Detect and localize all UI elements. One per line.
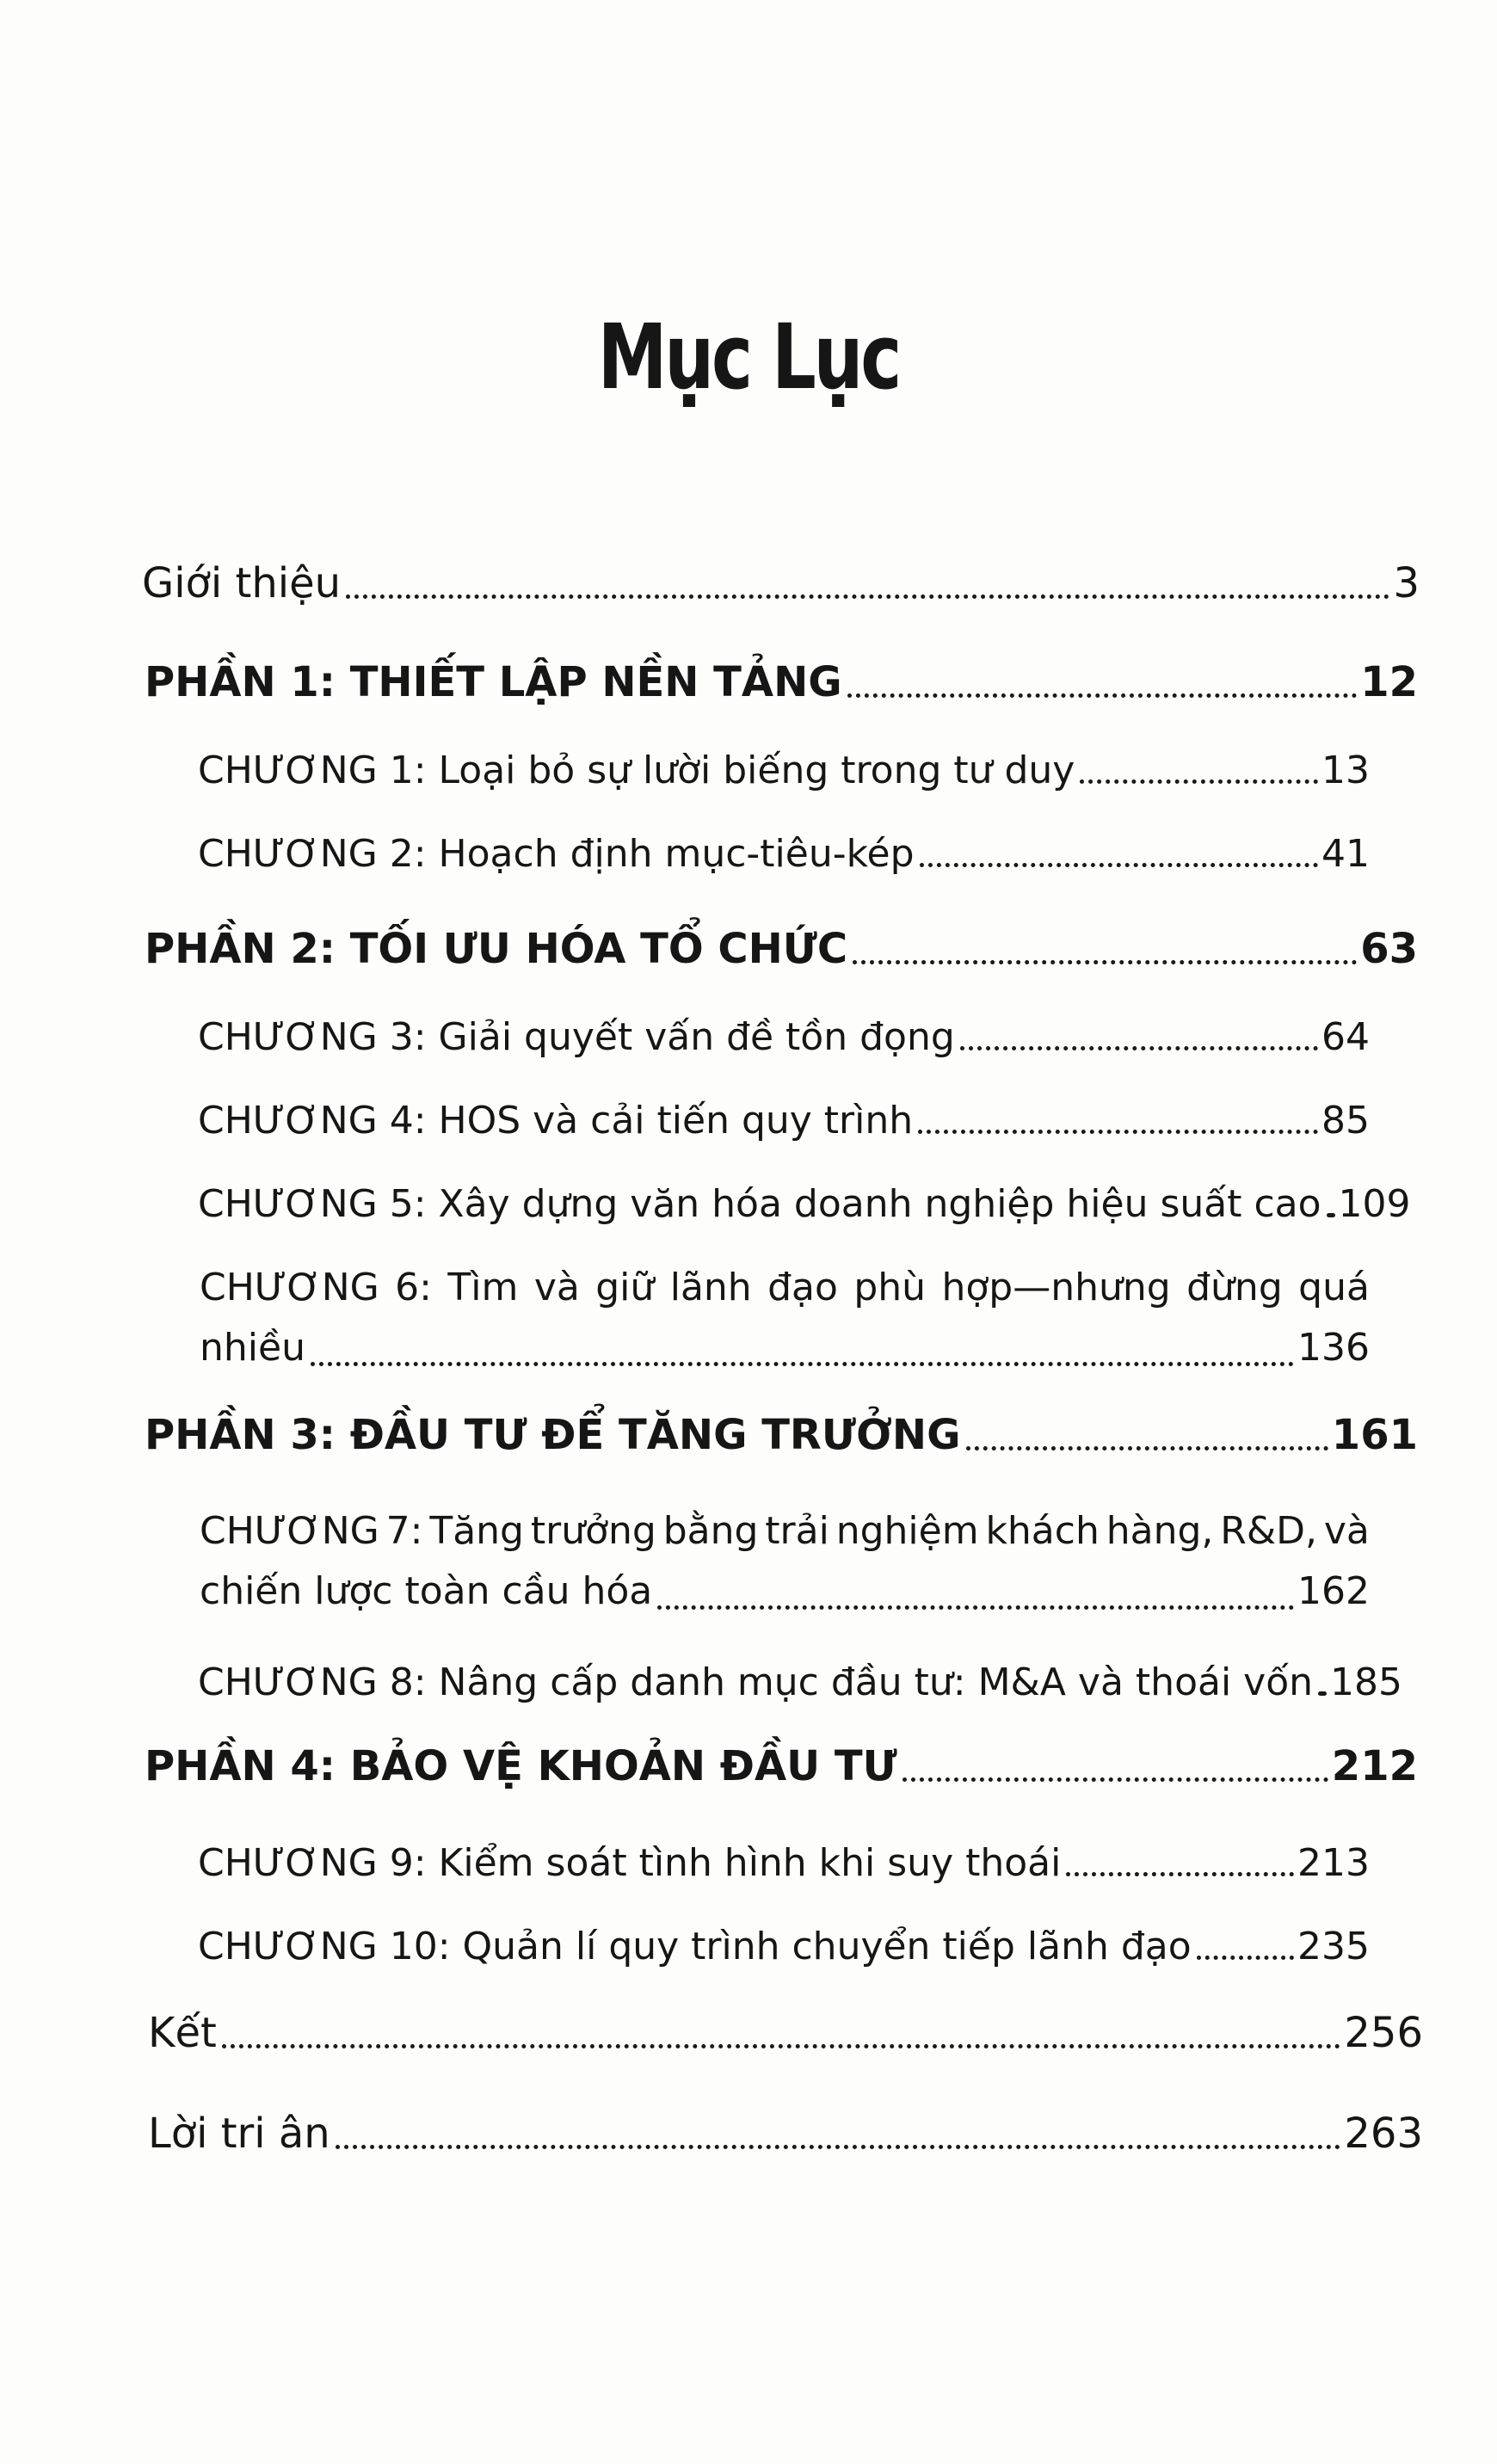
dot-leader [920,863,1318,867]
toc-entry-part-2[interactable] [145,925,1418,973]
dot-leader [346,594,1389,599]
toc-entry-chapter-3[interactable] [198,1015,1370,1059]
toc-entry-chapter-10[interactable] [198,1925,1370,1968]
label-word: R&D, [1220,1509,1318,1553]
label-word: Tìm [447,1266,519,1309]
page-number: 64 [1321,1015,1370,1059]
label-word: khách [985,1509,1100,1553]
label-word: 6: [395,1266,432,1309]
entry-label: CHƯƠNG 3: Giải quyết vấn đề tồn đọng [198,1015,955,1059]
label-word: đừng [1186,1266,1283,1309]
dot-leader [336,2145,1341,2149]
label-word: giữ [595,1266,655,1309]
page-number: 263 [1344,2110,1423,2158]
label-word: nghiệm [835,1509,979,1553]
entry-label-line-1 [200,1258,1370,1318]
dot-leader [222,2044,1341,2048]
dot-leader [1318,1691,1327,1696]
page-number: 3 [1393,559,1420,607]
toc-entry-chapter-7[interactable] [200,1501,1370,1622]
label-word: trải [765,1509,829,1553]
label-word: hàng, [1106,1509,1214,1553]
entry-label: CHƯƠNG 10: Quản lí quy trình chuyển tiếp lãnh đạo [198,1925,1192,1968]
entry-label: PHẦN 2: TỐI ƯU HÓA TỔ CHỨC [145,925,848,973]
page-number: 109 [1338,1182,1411,1226]
page-number: 235 [1297,1925,1370,1968]
toc-entry-chapter-5[interactable] [198,1182,1411,1226]
entry-label: CHƯƠNG 5: Xây dựng văn hóa doanh nghiệp hiệu suất cao [198,1182,1321,1226]
entry-label: CHƯƠNG 1: Loại bỏ sự lười biếng trong tư duy [198,748,1075,792]
toc-entry-chapter-4[interactable] [198,1099,1370,1143]
dot-leader [903,1777,1328,1782]
toc-entry-part-4[interactable] [145,1742,1418,1790]
page-number: 213 [1297,1841,1370,1885]
page-title: Mục Lục [597,305,900,410]
entry-label-line-2 [200,1318,1370,1378]
label-word: 7: [385,1509,423,1553]
dot-leader [1066,1872,1294,1876]
dot-leader [847,693,1358,698]
page-number: 63 [1360,925,1418,973]
toc-entry-chapter-6[interactable] [200,1258,1370,1378]
dot-leader [1080,779,1318,784]
entry-label-line-1 [200,1501,1370,1562]
dot-leader [1197,1956,1294,1960]
entry-label: PHẦN 3: ĐẦU TƯ ĐỂ TĂNG TRƯỞNG [145,1411,961,1459]
toc-entry-acknowledgements[interactable] [148,2110,1423,2158]
label-word: Tăng [429,1509,524,1553]
toc-entry-part-3[interactable] [145,1411,1418,1459]
label-word: trưởng [530,1509,656,1553]
entry-label-line-2 [200,1562,1370,1622]
dot-leader [918,1130,1318,1134]
dot-leader [311,1362,1294,1366]
page-number: 256 [1344,2009,1423,2057]
entry-label: Lời tri ân [148,2110,330,2158]
label-word: CHƯƠNG [200,1509,379,1553]
entry-label-continued: nhiều [200,1326,305,1370]
page-number: 212 [1331,1742,1418,1790]
label-word: lãnh [669,1266,752,1309]
entry-label: CHƯƠNG 8: Nâng cấp danh mục đầu tư: M&A và thoái vốn [198,1660,1314,1704]
page-number: 41 [1321,832,1370,876]
label-word: và [533,1266,580,1309]
page-number: 13 [1321,748,1370,792]
entry-label: Kết [148,2009,217,2057]
label-word: đạo [767,1266,838,1309]
page-number: 185 [1330,1660,1402,1704]
entry-label-continued: chiến lược toàn cầu hóa [200,1569,653,1613]
entry-label: PHẦN 1: THIẾT LẬP NỀN TẢNG [145,658,842,706]
dot-leader [853,960,1357,964]
label-word: hợp—nhưng [941,1266,1171,1309]
page-number: 161 [1331,1411,1418,1459]
toc-entry-chapter-9[interactable] [198,1841,1370,1885]
page-number: 85 [1321,1099,1370,1143]
dot-leader [657,1605,1294,1610]
toc-entry-conclusion[interactable] [148,2009,1423,2057]
label-word: quá [1298,1266,1370,1309]
toc-entry-chapter-1[interactable] [198,748,1370,792]
entry-label: CHƯƠNG 9: Kiểm soát tình hình khi suy thoái [198,1841,1062,1885]
entry-label: Giới thiệu [142,559,342,607]
label-word: phù [853,1266,927,1309]
toc-entry-intro[interactable] [142,559,1420,607]
dot-leader [1327,1213,1335,1217]
label-word: CHƯƠNG [200,1266,379,1309]
toc-entry-chapter-2[interactable] [198,832,1370,876]
entry-label: CHƯƠNG 2: Hoạch định mục-tiêu-kép [198,832,915,876]
label-word: và [1323,1509,1370,1553]
page-number: 12 [1360,658,1418,706]
entry-label: CHƯƠNG 4: HOS và cải tiến quy trình [198,1099,914,1143]
toc-entry-part-1[interactable] [145,658,1418,706]
label-word: bằng [662,1509,759,1553]
entry-label: PHẦN 4: BẢO VỆ KHOẢN ĐẦU TƯ [145,1742,897,1790]
toc-entry-chapter-8[interactable] [198,1660,1402,1704]
dot-leader [960,1046,1318,1050]
dot-leader [966,1446,1328,1451]
page-number: 136 [1297,1326,1370,1370]
page-number: 162 [1297,1569,1370,1613]
